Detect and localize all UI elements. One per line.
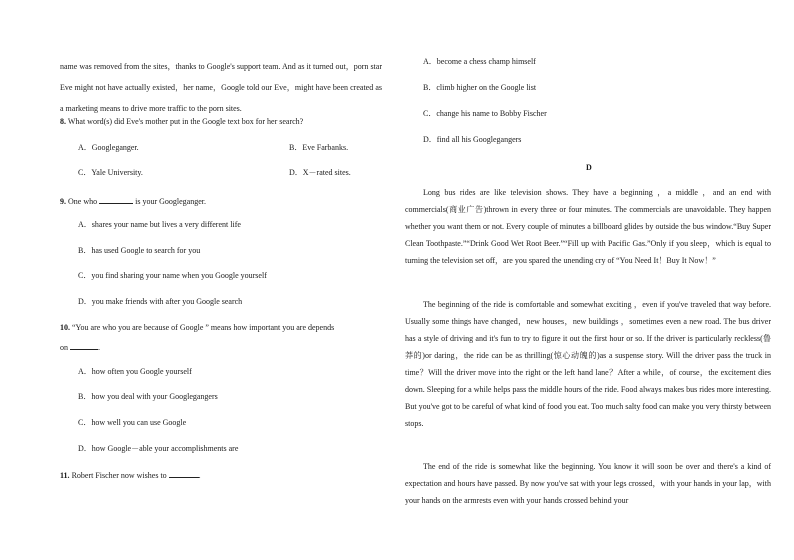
question-9-stem-pre: One who: [68, 197, 98, 206]
q9-option-a[interactable]: A．shares your name but lives a very different life: [78, 220, 241, 229]
question-11-number: 11.: [60, 471, 70, 480]
q8-option-b[interactable]: B．Eve Farbanks.: [289, 143, 349, 152]
question-11-stem-pre: Robert Fischer now wishes to: [71, 471, 167, 480]
question-10-stem-line-2-pre: on: [60, 343, 68, 352]
question-10-stem-line-2-post: .: [98, 343, 100, 352]
question-9: [60, 194, 206, 208]
q10-option-a[interactable]: A．how often you Google yourself: [78, 367, 192, 376]
question-9-blank[interactable]: [99, 194, 133, 204]
passage-d-paragraph-1: Long bus rides are like television shows. They have a beginning ，a middle ，and an end with commercials(商业广告)thrown in every three or four minutes. The commercials are unavoidable. They happen whether you want them or not. Every couple of minutes a billboard glides by outside the bus window.“Buy Super Clean Toothpaste.”“Drink Good Wet Root Beer.”“Fill up with Pacific Gas.”Only if you sleep，which is equal to turning the television set off，are you spared the unending cry of “You Need It！Buy It Now！”: [405, 188, 771, 265]
passage-c-tail: name was removed from the sites，thanks to Google's support team. And as it turned out，porn star Eve might not have actually existed，her name，Google told our Eve，might have been created as a marketing means to drive more traffic to the porn sites.: [60, 62, 382, 113]
question-11-blank[interactable]: [169, 468, 199, 478]
question-10-stem-line-1: “You are who you are because of Google ” means how important you are depends: [72, 323, 335, 332]
question-10-line-2: [60, 340, 100, 354]
q9-option-d[interactable]: D．you make friends with after you Google search: [78, 297, 243, 306]
q10-option-c[interactable]: C．how well you can use Google: [78, 418, 187, 427]
question-8-stem: What word(s) did Eve's mother put in the Google text box for her search?: [67, 117, 304, 126]
q10-option-d[interactable]: D．how Google－able your accomplishments are: [78, 444, 239, 453]
question-10-blank[interactable]: [70, 340, 98, 350]
question-11: [60, 468, 201, 482]
question-11-stem-post: .: [198, 471, 201, 480]
question-9-stem-post: is your Googleganger.: [135, 197, 206, 206]
q8-option-a[interactable]: A．Googleganger.: [78, 143, 139, 152]
question-10-number: 10.: [60, 323, 70, 332]
question-8: [60, 116, 303, 128]
q9-option-c[interactable]: C．you find sharing your name when you Google yourself: [78, 271, 267, 280]
section-heading-d: D: [586, 163, 592, 172]
q11-option-b[interactable]: B．climb higher on the Google list: [423, 83, 537, 92]
q8-option-d[interactable]: D．X－rated sites.: [289, 168, 351, 177]
q11-option-c[interactable]: C．change his name to Bobby Fischer: [423, 109, 547, 118]
passage-d-paragraph-2: The beginning of the ride is comfortable and somewhat exciting ，even if you've traveled that way before. Usually some things have changed，new houses，new buildings ，sometimes even a new road. The bus driver has a style of driving and it's fun to try to figure it out the first hour or so. If the driver is particularly reckless(鲁莽的)or daring，the ride can be as thrilling(惊心动魄的)as a suspense story. Will the driver pass the truck in time？Will the driver move into the right or the left hand lane？After a while，of course，the excitement dies down. Sleeping for a while helps pass the middle hours of the ride. Food always makes bus rides more interesting. But you've got to be careful of what kind of food you eat. Too much salty food can make you very thirsty between stops.: [405, 300, 771, 428]
question-8-number: 8.: [60, 117, 66, 126]
q9-option-b[interactable]: B．has used Google to search for you: [78, 246, 201, 255]
question-9-number: 9.: [60, 197, 66, 206]
q11-option-d[interactable]: D．find all his Googlegangers: [423, 135, 522, 144]
q11-option-a[interactable]: A．become a chess champ himself: [423, 57, 536, 66]
question-10-line-1: [60, 322, 334, 334]
q8-option-c[interactable]: C．Yale University.: [78, 168, 143, 177]
passage-d-paragraph-3: The end of the ride is somewhat like the beginning. You know it will soon be over and there's a kind of expectation and hours have passed. By now you've sat with your legs crossed，with your hands in your lap，with your hands on the armrests even with your hands crossed behind your: [405, 462, 771, 505]
q10-option-b[interactable]: B．how you deal with your Googlegangers: [78, 392, 218, 401]
